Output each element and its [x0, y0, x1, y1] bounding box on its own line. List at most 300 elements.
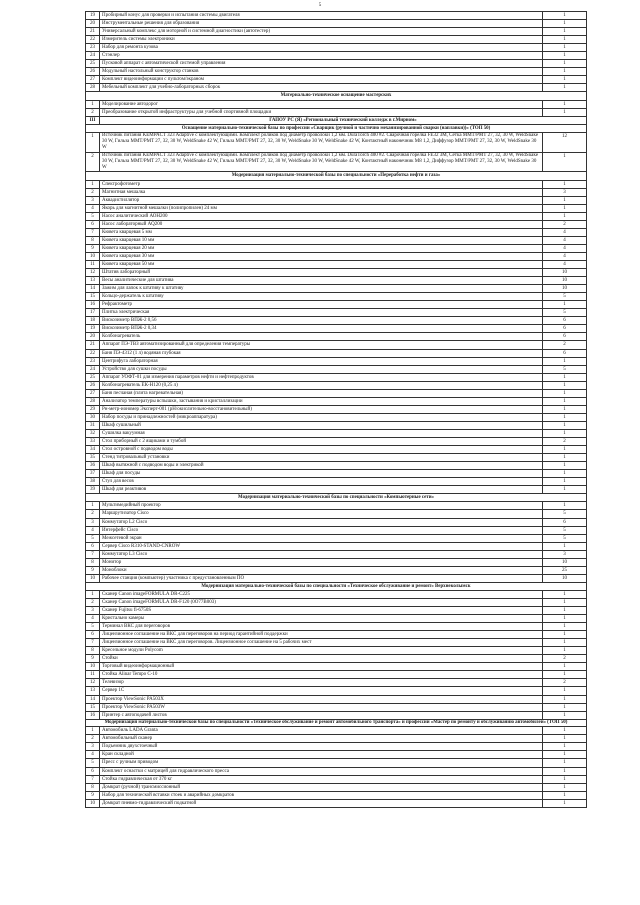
section-heading: Оснащение материально-технической базы по профессии «Сварщик (ручной и частично механизированной сварки (наплавки))» (ТОП 50): [86, 124, 587, 132]
row-number: 4: [86, 751, 100, 759]
row-number: 18: [86, 317, 100, 325]
row-item-name: Межсетевой экран: [100, 534, 543, 542]
row-number: 27: [86, 76, 100, 84]
row-item-name: Преобразование открытой инфраструктуры для учебной спортивной площадки: [100, 108, 543, 116]
row-quantity: 5: [543, 510, 587, 518]
row-item-name: Колбонагреватель: [100, 333, 543, 341]
row-quantity: 6: [543, 518, 587, 526]
row-number: 22: [86, 349, 100, 357]
row-number: 11: [86, 261, 100, 269]
row-number: 2: [86, 108, 100, 116]
row-number: 28: [86, 397, 100, 405]
row-item-name: Штатив лабораторный: [100, 269, 543, 277]
row-quantity: 1: [543, 44, 587, 52]
row-item-name: Спектрофотометр: [100, 180, 543, 188]
row-item-name: Лицензионное соглашение на ВКС для переговоров. Лицензионное соглашение на 5 рабочих мест: [100, 639, 543, 647]
row-quantity: 1: [543, 373, 587, 381]
table-row: [86, 502, 587, 510]
row-quantity: 1: [543, 663, 587, 671]
row-quantity: 1: [543, 486, 587, 494]
row-quantity: 1: [543, 20, 587, 28]
table-row: [86, 655, 587, 663]
table-row: [86, 639, 587, 647]
row-quantity: 1: [543, 12, 587, 20]
row-quantity: 1: [543, 60, 587, 68]
row-number: 10: [86, 799, 100, 807]
row-quantity: 1: [543, 454, 587, 462]
row-quantity: 25: [543, 566, 587, 574]
table-row: [86, 727, 587, 735]
row-item-name: Шкаф вытяжной с подводом воды и электрикой: [100, 462, 543, 470]
row-item-name: Кювета кварцевая 30 мм: [100, 252, 543, 260]
table-row: [86, 269, 587, 277]
row-item-name: Кювета кварцевая 10 мм: [100, 236, 543, 244]
table-row: [86, 671, 587, 679]
row-number: 8: [86, 783, 100, 791]
row-item-name: Кювета кварцевая 20 мм: [100, 244, 543, 252]
row-item-name: Насос лабораторный АQ200: [100, 220, 543, 228]
row-quantity: 2: [543, 438, 587, 446]
row-item-name: Якорь для магнитной мешалки (полипропилен) 24 мм: [100, 204, 543, 212]
table-row: [86, 663, 587, 671]
row-item-name: Стул для весов: [100, 478, 543, 486]
row-quantity: 5: [543, 309, 587, 317]
row-quantity: 2: [543, 220, 587, 228]
row-item-name: Аппарат ПЭ-ТВЗ автоматизированный для определения температуры: [100, 341, 543, 349]
table-row: [86, 68, 587, 76]
row-quantity: 4: [543, 244, 587, 252]
table-row: [86, 518, 587, 526]
row-number: 5: [86, 623, 100, 631]
row-quantity: 1: [543, 100, 587, 108]
row-number: 16: [86, 301, 100, 309]
row-quantity: 12: [543, 132, 587, 152]
row-item-name: Стойка гидравлическая от 370 кг: [100, 775, 543, 783]
row-number: 7: [86, 228, 100, 236]
row-quantity: 6: [543, 333, 587, 341]
table-row: [86, 196, 587, 204]
row-item-name: Источник питания KEMPACT 323 Adaptive с комплектующими. Комплект роликов под диаметр проволоки 1,2 мм. DuraTorch 400 #2. Сварочная горелка FE32 3M, Сетка MMT/PMT 27, 32, 30 W, WeldSnake 30 W, Гильза MMT/PMT 27, 32, 30 W, WeldSnake 42 W, Гильза MMT/PMT 27, 32, 30 W, WeldSnake 30 W, WeldSnake 42 W, Контактный наконечник M8 1,2, Диффузор MMT/PMT 27, 32, 30 W, WeldSnake 30 W: [100, 132, 543, 152]
table-row: [86, 212, 587, 220]
table-row: [86, 301, 587, 309]
table-row: [86, 261, 587, 269]
row-number: 24: [86, 52, 100, 60]
table-row: [86, 188, 587, 196]
row-number: 25: [86, 373, 100, 381]
row-number: 14: [86, 695, 100, 703]
row-quantity: 1: [543, 783, 587, 791]
row-item-name: Кольцо-держатель к штативу: [100, 293, 543, 301]
row-number: 10: [86, 574, 100, 582]
table-row: [86, 285, 587, 293]
row-quantity: 1: [543, 799, 587, 807]
table-row: [86, 429, 587, 437]
row-quantity: 10: [543, 285, 587, 293]
table-row: [86, 228, 587, 236]
row-quantity: 1: [543, 196, 587, 204]
row-quantity: 1: [543, 695, 587, 703]
row-item-name: Рн-метр-иономер Эксперт-001 (рН/окислительно-восстановительный): [100, 405, 543, 413]
row-quantity: 1: [543, 607, 587, 615]
row-number: 10: [86, 663, 100, 671]
table-row: [86, 180, 587, 188]
row-number: 26: [86, 381, 100, 389]
row-number: 30: [86, 413, 100, 421]
table-row: [86, 309, 587, 317]
row-number: 2: [86, 510, 100, 518]
table-row: [86, 783, 587, 791]
table-row: [86, 767, 587, 775]
row-quantity: 5: [543, 365, 587, 373]
row-number: 13: [86, 687, 100, 695]
section-heading: Модернизация материально-технической базы по специальности «Техническое обслуживание и ремонт автомобильного транспорта» и профессии «Мастер по ремонту и обслуживанию автомобилей» (ТОП 50): [86, 719, 587, 727]
row-quantity: 1: [543, 671, 587, 679]
row-quantity: 10: [543, 574, 587, 582]
row-quantity: 1: [543, 421, 587, 429]
table-row: [86, 252, 587, 260]
table-row: [86, 100, 587, 108]
row-quantity: 1: [543, 357, 587, 365]
row-quantity: 1: [543, 462, 587, 470]
row-quantity: 1: [543, 542, 587, 550]
table-row: [86, 277, 587, 285]
table-row: [86, 36, 587, 44]
row-quantity: 1: [543, 735, 587, 743]
row-number: 3: [86, 518, 100, 526]
row-quantity: 1: [543, 590, 587, 598]
row-item-name: Весы аналитические для штатива: [100, 277, 543, 285]
section-heading: Модернизация материально-технической базы по специальности «Переработка нефти и газа»: [86, 172, 587, 180]
row-number: 9: [86, 244, 100, 252]
row-quantity: 1: [543, 775, 587, 783]
row-number: 24: [86, 365, 100, 373]
table-row: [86, 389, 587, 397]
table-row: [86, 132, 587, 152]
row-item-name: Стол приборный с 2 ящиками и тумбой: [100, 438, 543, 446]
row-number: 22: [86, 36, 100, 44]
row-number: 34: [86, 446, 100, 454]
row-item-name: Маршрутизатор Cisco: [100, 510, 543, 518]
table-row: [86, 607, 587, 615]
row-number: 1: [86, 180, 100, 188]
row-item-name: Терминал ВКС для переговоров: [100, 623, 543, 631]
table-row: [86, 558, 587, 566]
row-number: 9: [86, 566, 100, 574]
row-quantity: 1: [543, 470, 587, 478]
row-item-name: Принтер с автоподачей листов: [100, 711, 543, 719]
table-row: [86, 413, 587, 421]
row-number: 6: [86, 631, 100, 639]
row-quantity: 5: [543, 293, 587, 301]
row-number: 37: [86, 470, 100, 478]
row-item-name: Сканер Canon imageFORMULA DR-C225: [100, 590, 543, 598]
row-item-name: Домкрат (ручной) трансмиссионный: [100, 783, 543, 791]
equipment-table-container: [85, 11, 586, 808]
row-number: 3: [86, 743, 100, 751]
row-quantity: 1: [543, 759, 587, 767]
row-number: 6: [86, 767, 100, 775]
table-row: [86, 486, 587, 494]
row-quantity: 1: [543, 727, 587, 735]
row-item-name: Лицензионное соглашение на ВКС для переговоров на период гарантийной поддержки: [100, 631, 543, 639]
row-quantity: 1: [543, 413, 587, 421]
row-quantity: 4: [543, 228, 587, 236]
table-row: [86, 526, 587, 534]
table-row: [86, 52, 587, 60]
row-item-name: Моноблоки: [100, 566, 543, 574]
table-row: [86, 84, 587, 92]
page-number: 5: [318, 3, 322, 8]
table-row: [86, 703, 587, 711]
row-item-name: Насос аналитический АОН200: [100, 212, 543, 220]
org-number: III: [86, 116, 100, 124]
row-item-name: Набор для ремонта кузова: [100, 44, 543, 52]
row-quantity: 3: [543, 188, 587, 196]
row-number: 16: [86, 711, 100, 719]
row-number: 7: [86, 639, 100, 647]
row-quantity: 4: [543, 252, 587, 260]
row-item-name: Сканер Fujitsu fi-6750S: [100, 607, 543, 615]
row-number: 26: [86, 68, 100, 76]
row-quantity: 1: [543, 631, 587, 639]
table-row: [86, 108, 587, 116]
row-item-name: Телевизор: [100, 679, 543, 687]
row-number: 8: [86, 236, 100, 244]
row-item-name: Стэнлер: [100, 52, 543, 60]
row-quantity: 1: [543, 703, 587, 711]
row-item-name: Измеритель системы электроники: [100, 36, 543, 44]
row-item-name: Шкаф для реактивов: [100, 486, 543, 494]
row-number: 10: [86, 252, 100, 260]
row-number: 14: [86, 285, 100, 293]
row-number: 1: [86, 727, 100, 735]
row-item-name: Сканер Canon imageFORMULA DR-F120 (0O77B003): [100, 598, 543, 606]
table-row: [86, 438, 587, 446]
row-item-name: Сервер Cisco R310-STAND-CNROW: [100, 542, 543, 550]
table-row: [86, 759, 587, 767]
table-row: [86, 623, 587, 631]
row-number: 1: [86, 100, 100, 108]
row-item-name: Мебельный комплект для учебно-лабораторных сборок: [100, 84, 543, 92]
table-row: [86, 462, 587, 470]
row-quantity: 10: [543, 269, 587, 277]
row-item-name: Плитка электрическая: [100, 309, 543, 317]
row-quantity: 1: [543, 743, 587, 751]
table-row: [86, 325, 587, 333]
table-row: [86, 478, 587, 486]
row-item-name: Универсальный комплекс для моторной и системной диагностики (автотестер): [100, 28, 543, 36]
table-row: [86, 687, 587, 695]
row-item-name: Домкрат пневмо-гидравлический подкатной: [100, 799, 543, 807]
table-row: [86, 566, 587, 574]
row-number: 28: [86, 84, 100, 92]
row-item-name: Устройство для сушки посуды: [100, 365, 543, 373]
row-number: 9: [86, 655, 100, 663]
row-quantity: 1: [543, 381, 587, 389]
row-quantity: 1: [543, 397, 587, 405]
row-item-name: Комплект видеоинформации с пультом/экраном: [100, 76, 543, 84]
row-number: 21: [86, 341, 100, 349]
row-quantity: 1: [543, 429, 587, 437]
row-item-name: Вискозиметр ВПЖ-2 0,34: [100, 325, 543, 333]
row-item-name: Монитор: [100, 558, 543, 566]
row-item-name: Мультимедийный проектор: [100, 502, 543, 510]
row-item-name: Кювета кварцевая 5 мм: [100, 228, 543, 236]
row-quantity: 5: [543, 526, 587, 534]
row-number: 6: [86, 220, 100, 228]
org-title: ГАПОУ РС (Я) «Региональный технический колледж в г.Мирном»: [100, 116, 587, 124]
table-row: [86, 446, 587, 454]
table-row: [86, 590, 587, 598]
row-item-name: Подъемник двухстоечный: [100, 743, 543, 751]
table-row: [86, 454, 587, 462]
row-number: 21: [86, 28, 100, 36]
org-heading-row: [86, 116, 587, 124]
row-quantity: 4: [543, 261, 587, 269]
table-row: [86, 751, 587, 759]
row-quantity: 10: [543, 558, 587, 566]
row-number: 27: [86, 389, 100, 397]
row-number: 17: [86, 309, 100, 317]
section-mtb-row: [86, 92, 587, 100]
row-item-name: Колбонагреватель ЕК-Н120 (0,25 л): [100, 381, 543, 389]
row-number: 35: [86, 454, 100, 462]
row-item-name: Автомобильный сканер: [100, 735, 543, 743]
row-item-name: Источник питания KEMPACT 323 Adaptive с комплектующими. Комплект роликов под диаметр проволоки 1,2 мм. DuraTorch 400 #2. Сварочная горелка FE32 3M, Сетка MMT/PMT 27, 32, 30 W, WeldSnake 30 W, Гильза MMT/PMT 27, 32, 30 W, WeldSnake 42 W, Гильза MMT/PMT 27, 32, 30 W, WeldSnake 30 W, WeldSnake 42 W, Контактный наконечник M8 1,2, Диффузор MMT/PMT 27, 32, 30 W, WeldSnake 30 W: [100, 152, 543, 172]
row-item-name: Проектор ViewSonic PA503X: [100, 695, 543, 703]
table-row: [86, 28, 587, 36]
row-number: 5: [86, 212, 100, 220]
row-item-name: Центрифуга лабораторная: [100, 357, 543, 365]
row-quantity: 1: [543, 405, 587, 413]
row-number: 3: [86, 196, 100, 204]
row-number: 15: [86, 293, 100, 301]
table-row: [86, 711, 587, 719]
row-quantity: 1: [543, 767, 587, 775]
row-quantity: 1: [543, 639, 587, 647]
table-row: [86, 695, 587, 703]
row-item-name: Стол островной с подводом воды: [100, 446, 543, 454]
row-quantity: 1: [543, 711, 587, 719]
row-item-name: Комплект оснастки с матрицей для гидравлического пресса: [100, 767, 543, 775]
table-row: [86, 775, 587, 783]
table-row: [86, 365, 587, 373]
table-row: [86, 743, 587, 751]
row-quantity: 6: [543, 317, 587, 325]
row-number: 20: [86, 333, 100, 341]
row-number: 25: [86, 60, 100, 68]
row-quantity: 1: [543, 36, 587, 44]
row-quantity: 1: [543, 301, 587, 309]
table-row: [86, 598, 587, 606]
row-quantity: 1: [543, 502, 587, 510]
row-quantity: 5: [543, 534, 587, 542]
row-quantity: 1: [543, 598, 587, 606]
table-row: [86, 152, 587, 172]
row-item-name: Анализатор температуры вспышки, застывания и кристаллизации: [100, 397, 543, 405]
row-quantity: 10: [543, 277, 587, 285]
row-number: 19: [86, 325, 100, 333]
section-weld-row: [86, 124, 587, 132]
table-row: [86, 341, 587, 349]
row-quantity: 1: [543, 446, 587, 454]
row-item-name: Набор посуды и принадлежностей (микроаппаратура): [100, 413, 543, 421]
section-heading: Модернизация материально-технической базы по специальности «Техническое обслуживание и ремонт» Верхнеколымск: [86, 582, 587, 590]
row-number: 29: [86, 405, 100, 413]
row-number: 1: [86, 132, 100, 152]
table-row: [86, 574, 587, 582]
row-number: 12: [86, 679, 100, 687]
row-item-name: Стойки: [100, 655, 543, 663]
row-item-name: Стойка Alinar Tempo C-10: [100, 671, 543, 679]
row-item-name: Сервер 1С: [100, 687, 543, 695]
row-number: 23: [86, 44, 100, 52]
row-quantity: 1: [543, 791, 587, 799]
section-hw-row: [86, 582, 587, 590]
row-quantity: 1: [543, 76, 587, 84]
row-number: 23: [86, 357, 100, 365]
table-row: [86, 647, 587, 655]
row-quantity: 2: [543, 655, 587, 663]
row-number: 2: [86, 735, 100, 743]
table-row: [86, 244, 587, 252]
table-row: [86, 550, 587, 558]
table-row: [86, 679, 587, 687]
row-number: 19: [86, 12, 100, 20]
equipment-table-body: [86, 12, 587, 808]
table-row: [86, 76, 587, 84]
row-number: 20: [86, 20, 100, 28]
row-quantity: 2: [543, 341, 587, 349]
row-item-name: Аквадистиллятор: [100, 196, 543, 204]
row-quantity: 6: [543, 325, 587, 333]
row-item-name: Рабочее станция (компьютер) участника с предустановленным ПО: [100, 574, 543, 582]
table-row: [86, 293, 587, 301]
row-number: 7: [86, 550, 100, 558]
table-row: [86, 542, 587, 550]
row-item-name: Стенд титровальный установки: [100, 454, 543, 462]
row-item-name: Шкаф для посуды: [100, 470, 543, 478]
row-quantity: 1: [543, 687, 587, 695]
table-row: [86, 534, 587, 542]
row-number: 1: [86, 502, 100, 510]
table-row: [86, 349, 587, 357]
row-item-name: Баня песчаная (плита нагревательная): [100, 389, 543, 397]
row-item-name: Пресс с ручным приводом: [100, 759, 543, 767]
row-number: 5: [86, 534, 100, 542]
row-item-name: Пробирный конус для проверки и испытания системы двигателя: [100, 12, 543, 20]
row-number: 11: [86, 671, 100, 679]
row-item-name: Интерфейс Cisco: [100, 526, 543, 534]
row-item-name: Торговый видеоинформационный: [100, 663, 543, 671]
table-row: [86, 333, 587, 341]
row-item-name: Инструментальные решения для образования: [100, 20, 543, 28]
row-item-name: Проектор ViewSonic PA503W: [100, 703, 543, 711]
row-quantity: 4: [543, 236, 587, 244]
row-quantity: 1: [543, 623, 587, 631]
row-quantity: 1: [543, 478, 587, 486]
row-number: 8: [86, 647, 100, 655]
table-row: [86, 60, 587, 68]
row-item-name: Коммутатор L3 Cisco: [100, 550, 543, 558]
row-item-name: Кювета кварцевая 50 мм: [100, 261, 543, 269]
row-number: 38: [86, 478, 100, 486]
row-quantity: 1: [543, 108, 587, 116]
row-number: 4: [86, 526, 100, 534]
row-number: 4: [86, 615, 100, 623]
row-item-name: Кристально камеры: [100, 615, 543, 623]
row-number: 13: [86, 277, 100, 285]
